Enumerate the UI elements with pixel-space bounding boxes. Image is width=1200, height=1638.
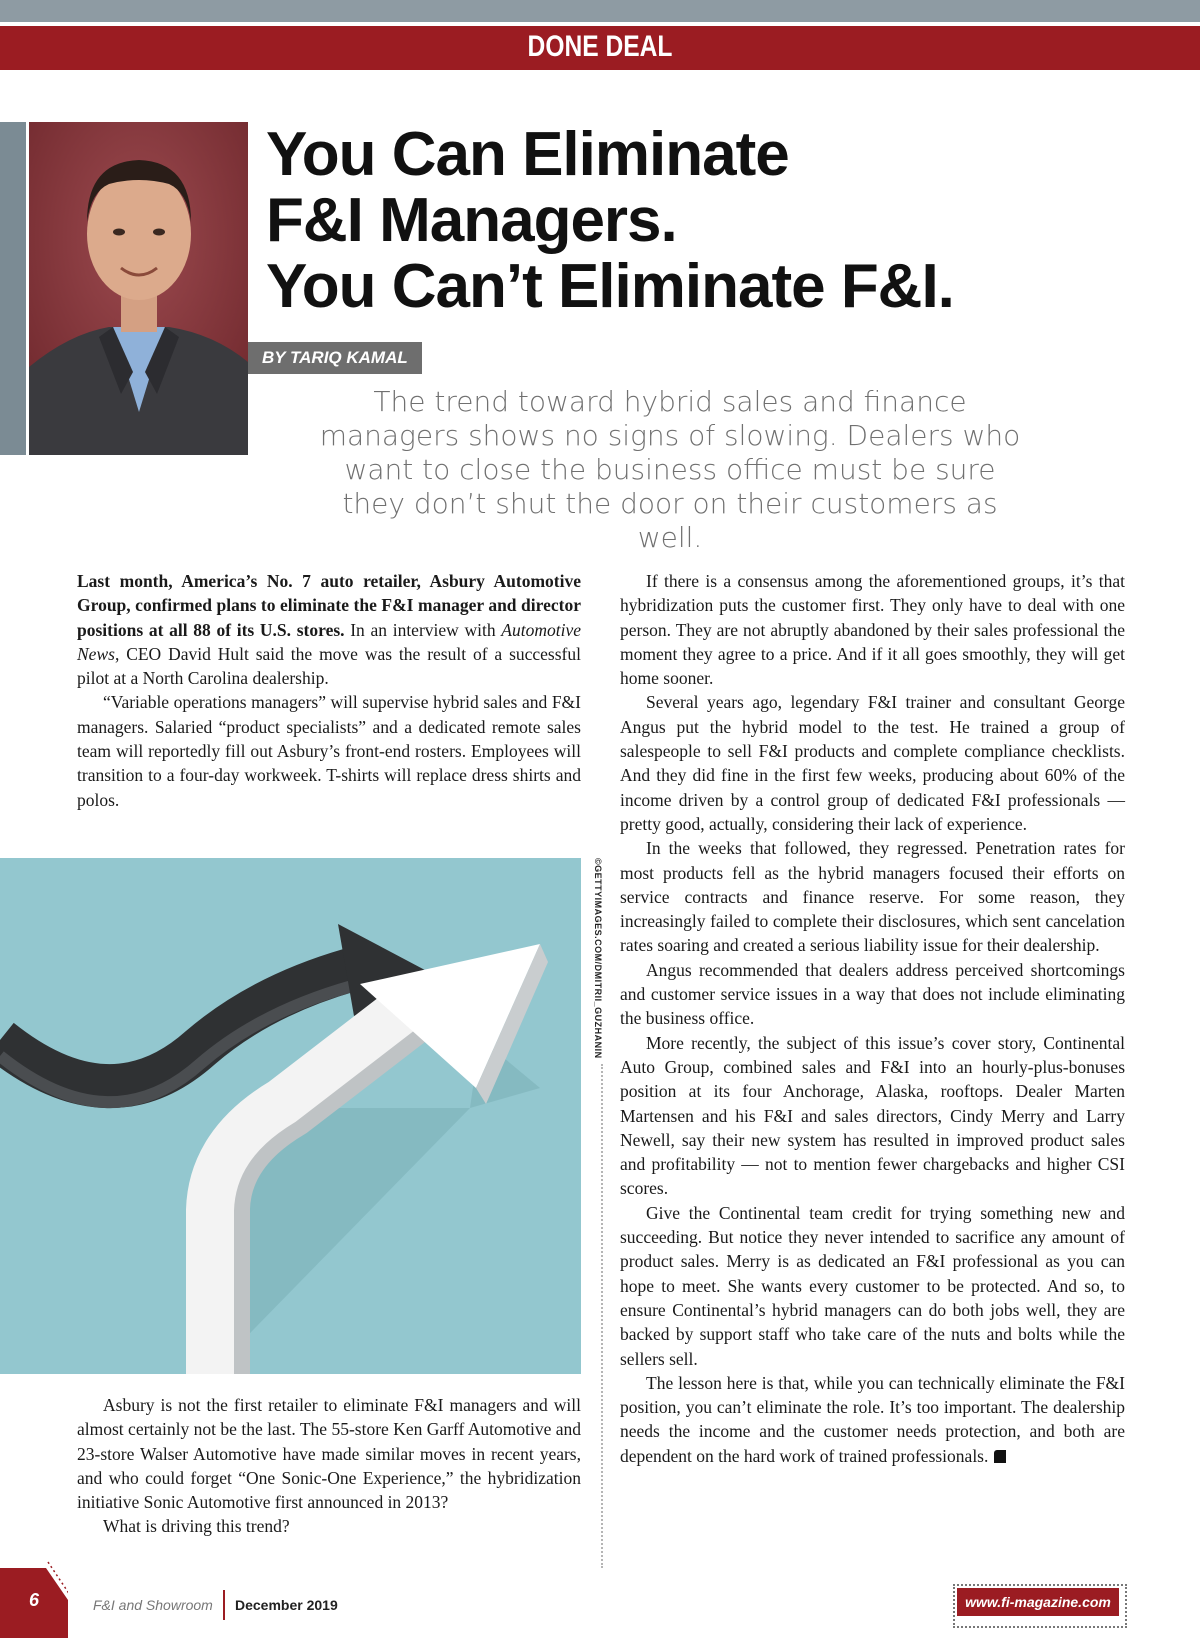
body-paragraph: Give the Continental team credit for trying something new and succeeding. But notice they never intended to sacrifice any amount of product sales. Merry is as dedicated an F&I professional as you can hope to meet. She wants every customer to be protected. And so, to ensure Continental’s hybrid managers can do both jobs well, they are backed by support staff who take care of the nuts and bolts while the sellers sell. (620, 1202, 1125, 1369)
column-left-top (77, 569, 581, 812)
footer-url[interactable]: www.fi-magazine.com (957, 1588, 1119, 1616)
headline-line: F&I Managers. (266, 186, 677, 255)
page-number: 6 (28, 1590, 39, 1610)
section-label: DONE DEAL (527, 30, 673, 63)
publication-name: Automotive News (77, 619, 581, 664)
image-credit (591, 858, 603, 1058)
footer-date: December 2019 (235, 1597, 338, 1613)
body-paragraph: Angus recommended that dealers address perceived shortcomings and customer service issues in a way that does not include eliminating the business office. (620, 959, 1125, 1029)
column-right (620, 569, 1125, 1468)
body-paragraph: Asbury is not the first retailer to eliminate F&I managers and will almost certainly not be the last. The 55-store Ken Garff Automotive and 23-store Walser Automotive have made similar moves in recent years, and who could forget “One Sonic-One Experience,” the hybridization initiative Sonic Automotive first announced in 2013? (77, 1395, 581, 1513)
column-left-bottom (77, 1393, 581, 1539)
body-paragraph: “Variable operations managers” will supervise hybrid sales and F&I managers. Salaried “product specialists” and a dedicated remote sales team will reportedly fill out Asbury’s front-end rosters. Employees will transition to a four-day workweek. T-shirts will replace dress shirts and polos. (77, 692, 581, 810)
body-paragraph: More recently, the subject of this issue’s cover story, Continental Auto Group, combined sales and F&I into an hourly-plus-bonuses position at its four Anchorage, Alaska, rooftops. Dealer Marten Martensen and his F&I and sales directors, Cindy Merry and Larry Newell, say their new system has resulted in improved product sales and profitability — not to mention fewer chargebacks and higher CSI scores. (620, 1032, 1125, 1199)
body-paragraph (620, 1371, 1125, 1468)
footer-separator (223, 1590, 225, 1620)
article-headline (266, 122, 1166, 320)
body-paragraph (77, 569, 581, 690)
body-text: The lesson here is that, while you can technically eliminate the F&I position, you can’t eliminate the role. It’s too important. The dealership needs the income and the customer needs protection, and both are dependent on the hard work of trained professionals. (620, 1372, 1125, 1466)
body-paragraph: What is driving this trend? (103, 1516, 290, 1537)
lead-bold-text: Last month, America’s No. 7 auto retailer, Asbury Automotive Group, confirmed plans to eliminate the F&I manager and director positions at all 88 of its U.S. stores. (77, 571, 581, 640)
headline-line: You Can Eliminate (266, 120, 789, 189)
body-paragraph: Several years ago, legendary F&I trainer and consultant George Angus put the hybrid model to the test. He trained a group of salespeople to sell F&I products and complete compliance checklists. And they did fine in the first few weeks, producing about 60% of the income driven by a control group of dedicated F&I professionals — pretty good, actually, considering their lack of experience. (620, 692, 1125, 834)
end-of-article-icon (994, 1450, 1006, 1463)
arrow-illustration (0, 858, 581, 1374)
byline: BY TARIQ KAMAL (248, 342, 422, 374)
top-grey-bar (0, 0, 1200, 22)
image-credit-text: ©GETTYIMAGES.COM/DMITRII_GUZHANIN (593, 858, 603, 1059)
body-paragraph: In the weeks that followed, they regressed. Penetration rates for most products fell as the hybrid managers focused their efforts on service contracts and finance reserve. For some reason, they increasingly failed to complete their disclosures, which sent cancelation rates soaring and created a serious liability issue for their dealership. (620, 838, 1125, 956)
accent-strip (0, 122, 26, 455)
author-photo (29, 122, 248, 455)
body-text: In an interview with (344, 619, 502, 640)
footer-magazine: F&I and Showroom (93, 1597, 213, 1613)
body-paragraph: If there is a consensus among the aforementioned groups, it’s that hybridization puts the customer first. They only have to deal with one person. They are not abruptly abandoned by their sales professional the moment they agree to a price. And if it all goes smoothly, they will get home sooner. (620, 571, 1125, 689)
article-deck: The trend toward hybrid sales and finance managers shows no signs of slowing. Dealers who want to close the business office must be sure they don’t shut the door on their customers as well. (319, 385, 1021, 554)
body-text: , CEO David Hult said the move was the result of a successful pilot at a North Carolina dealership. (77, 643, 581, 689)
column-divider (601, 1064, 603, 1568)
headline-line: You Can’t Eliminate F&I. (266, 252, 954, 321)
